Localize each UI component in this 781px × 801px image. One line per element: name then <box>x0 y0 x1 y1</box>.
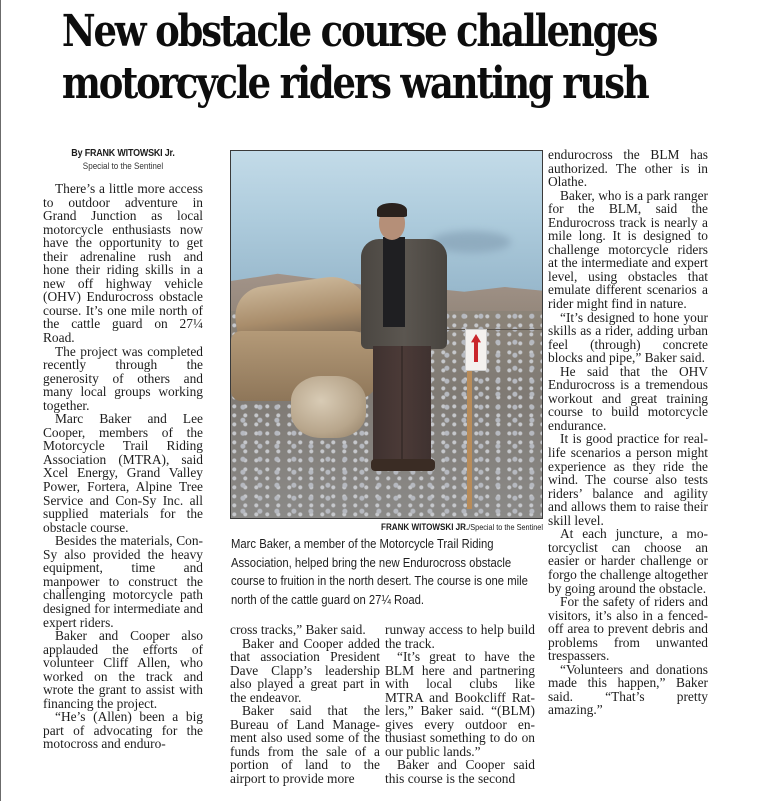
photo-log-end <box>291 376 366 438</box>
photo-person-hoodie <box>383 237 405 327</box>
paragraph: It is good practice for real-life scenarios a person might experience as they ride the wind. The course also tests riders’ balance and agility and allows them to raise their skill level. <box>548 431 708 528</box>
paragraph: He said that the OHV Endurocross is a tremendous workout and great training course to build motorcycle endurance. <box>548 363 708 433</box>
paragraph: There’s a little more access to outdoor adventure in Grand Junction as local motorcycle enthusiasts now have the opportunity to get their adrenaline rush and hone their riding skills in a new off highway vehicle (OHV) Endurocross obstacle course. It’s one mile north of the cattle guard on 27¼ Road. <box>43 181 203 346</box>
photo-person-hair <box>377 203 407 217</box>
headline-line-1: New obstacle course challenges <box>61 6 657 57</box>
photo-person-boots <box>371 459 435 471</box>
paragraph: Baker and Cooper added that association President Dave Clapp’s leadership also played a great part in the endeavor. <box>230 635 380 705</box>
paragraph: endurocross the BLM has authorized. The other is in Olathe. <box>548 147 708 190</box>
paragraph: “It’s great to have the BLM here and partnering with local clubs like MTRA and Bookcliff Ratlers,” Baker said. “(BLM) gives every outdoor enthusiast something to do on our public lands.” <box>385 649 535 759</box>
paragraph: Marc Baker and Lee Cooper, members of the Motorcycle Trail Riding Association (MTRA), said Xcel Energy, Grand Valley Power, Fortera, Alpine Tree Service and Con-Sy Inc. all supplied materials for the obstacle course. <box>43 411 203 535</box>
paragraph: Baker said that the Bureau of Land Management also used some of the funds from the sale of a portion of land to the airport to provide more <box>230 703 380 787</box>
article-column-2 <box>230 623 380 786</box>
photo-person-legs <box>373 346 431 464</box>
paragraph: “It’s designed to hone your skills as a rider, adding urban feel (through) concrete blocks and pipe,” Baker said. <box>548 309 708 366</box>
photo-caption: Marc Baker, a member of the Motorcycle Trail Riding Association, helped bring the new Endurocross obstacle course to fruition in the north desert. The course is one mile north of the cattle guard on 27¼ Road. <box>231 536 528 607</box>
paragraph: cross tracks,” Baker said. <box>230 622 366 637</box>
paragraph: runway access to help build the track. <box>385 622 535 651</box>
paragraph: Baker, who is a park ranger for the BLM, said the Endurocross track is nearly a mile long. It is designed to challenge motorcycle riders at the intermediate and expert level, using obstacles that emulate different scenarios a rider might find in nature. <box>548 187 708 312</box>
headline-line-2: motorcycle riders wanting rush <box>61 58 648 109</box>
photo-credit-affiliation: /Special to the Sentinel <box>468 522 543 532</box>
paragraph: Besides the materials, Con-Sy also provided the heavy equipment, time and manpower to construct the challenging motorcycle path designed for intermediate and expert riders. <box>43 533 203 630</box>
headline <box>40 6 657 110</box>
byline <box>43 146 203 173</box>
byline-affiliation: Special to the Sentinel <box>82 161 164 172</box>
paragraph: The project was completed recently through the generosity of others and many local groups working together. <box>43 343 203 413</box>
article-column-4 <box>548 148 708 717</box>
page-edge-border <box>0 0 1 801</box>
photo-credit <box>274 520 543 534</box>
paragraph: At each juncture, a motorcyclist can choose an easier or harder challenge or forgo the challenge altogether by going around the obstacle. <box>548 526 709 596</box>
paragraph: For the safety of riders and visitors, it’s also in a fenced-off area to prevent debris and problems from unwanted trespassers. <box>548 594 708 664</box>
article-photo <box>230 150 543 519</box>
paragraph: “Volunteers and donations made this happen,” Baker said. “That’s pretty amazing.” <box>548 661 708 718</box>
article-column-1 <box>43 146 203 751</box>
paragraph: Baker and Cooper said this course is the second <box>385 757 535 787</box>
article-column-3 <box>385 623 535 786</box>
photo-credit-name: FRANK WITOWSKI JR. <box>381 521 469 532</box>
paragraph: “He’s (Allen) been a big part of advocating for the motocross and enduro- <box>43 709 203 752</box>
paragraph: Baker and Cooper also applauded the efforts of volunteer Cliff Allen, who worked on the track and wrote the grant to assist with financing the project. <box>43 628 203 711</box>
byline-author: By FRANK WITOWSKI Jr. <box>71 147 175 159</box>
